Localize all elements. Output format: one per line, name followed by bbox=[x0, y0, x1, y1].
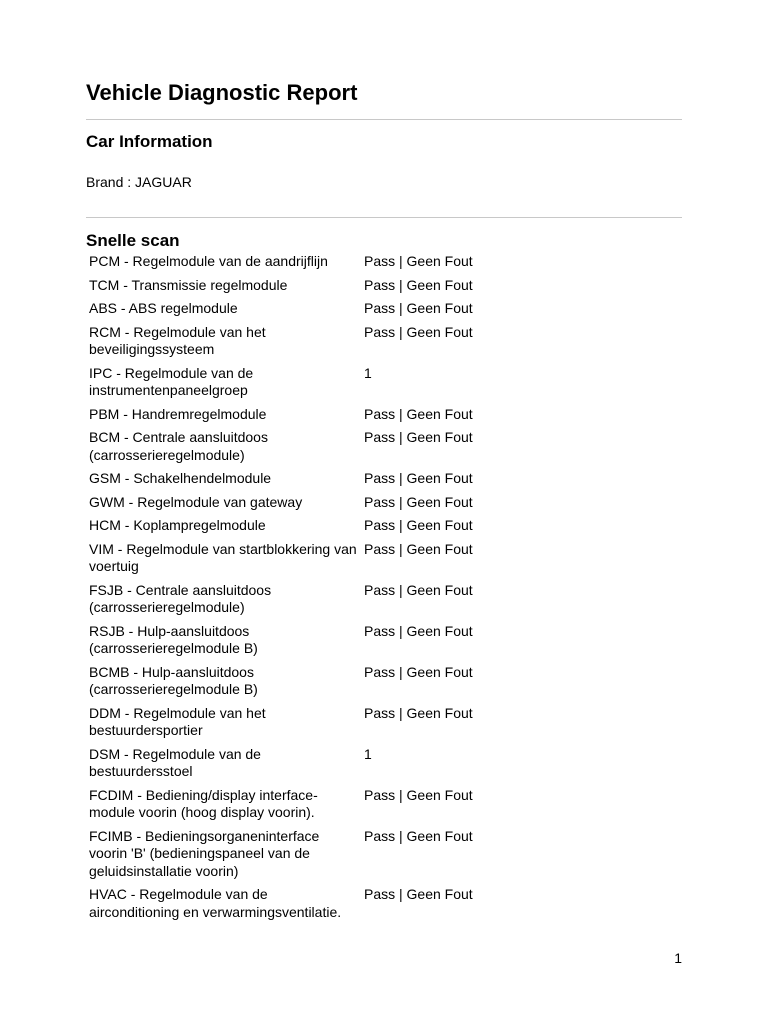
table-row bbox=[86, 541, 564, 582]
quick-scan-table bbox=[86, 253, 564, 927]
module-result: Pass | Geen Fout bbox=[364, 540, 473, 557]
module-name: RCM - Regelmodule van het beveiligingssysteem bbox=[89, 323, 266, 357]
module-result: Pass | Geen Fout bbox=[364, 405, 473, 422]
module-name: IPC - Regelmodule van de instrumentenpaneelgroep bbox=[89, 364, 254, 398]
module-result: Pass | Geen Fout bbox=[364, 704, 473, 721]
car-information-heading: Car Information bbox=[86, 132, 213, 151]
module-result: Pass | Geen Fout bbox=[364, 429, 473, 445]
table-row bbox=[86, 470, 564, 494]
module-name: PCM - Regelmodule van de aandrijflijn bbox=[89, 253, 328, 269]
module-name: DSM - Regelmodule van de bestuurdersstoel bbox=[89, 745, 261, 779]
module-result: Pass | Geen Fout bbox=[364, 622, 473, 639]
module-result: Pass | Geen Fout bbox=[364, 323, 473, 340]
quick-scan-heading: Snelle scan bbox=[86, 231, 180, 250]
module-name: FSJB - Centrale aansluitdoos (carrosserieregelmodule) bbox=[89, 581, 272, 615]
module-result: Pass | Geen Fout bbox=[364, 663, 473, 680]
module-result: Pass | Geen Fout bbox=[364, 517, 473, 533]
module-name: DDM - Regelmodule van het bestuurdersportier bbox=[89, 704, 266, 738]
table-row bbox=[86, 582, 564, 623]
divider bbox=[86, 119, 682, 120]
table-row bbox=[86, 705, 564, 746]
table-row bbox=[86, 664, 564, 705]
module-name: BCM - Centrale aansluitdoos (carrosserieregelmodule) bbox=[89, 429, 268, 463]
module-name: HCM - Koplampregelmodule bbox=[89, 517, 266, 533]
table-row bbox=[86, 253, 564, 277]
table-row bbox=[86, 746, 564, 787]
table-row bbox=[86, 828, 564, 887]
table-row bbox=[86, 787, 564, 828]
module-name: RSJB - Hulp-aansluitdoos (carrosserieregelmodule B) bbox=[89, 622, 258, 656]
module-name: VIM - Regelmodule van startblokkering van voertuig bbox=[89, 540, 357, 574]
divider bbox=[86, 217, 682, 218]
report-page bbox=[86, 0, 682, 1024]
module-result: Pass | Geen Fout bbox=[364, 300, 473, 316]
module-result: Pass | Geen Fout bbox=[364, 886, 473, 902]
table-row bbox=[86, 429, 564, 470]
module-result: Pass | Geen Fout bbox=[364, 786, 473, 803]
module-name: FCIMB - Bedieningsorganeninterface voorin 'B' (bedieningspaneel van de geluidsinstallatie voorin) bbox=[89, 827, 320, 879]
table-row bbox=[86, 324, 564, 365]
table-row bbox=[86, 517, 564, 541]
report-title: Vehicle Diagnostic Report bbox=[86, 80, 358, 105]
module-name: ABS - ABS regelmodule bbox=[89, 300, 238, 316]
module-result: Pass | Geen Fout bbox=[364, 827, 473, 844]
table-row bbox=[86, 623, 564, 664]
module-name: GSM - Schakelhendelmodule bbox=[89, 470, 272, 486]
table-row bbox=[86, 406, 564, 430]
table-row bbox=[86, 886, 564, 927]
module-result: Pass | Geen Fout bbox=[364, 470, 473, 486]
module-result: Pass | Geen Fout bbox=[364, 276, 473, 293]
module-name: FCDIM - Bediening/display interface-module voorin (hoog display voorin). bbox=[89, 786, 318, 820]
table-row bbox=[86, 365, 564, 406]
module-result: Pass | Geen Fout bbox=[364, 253, 473, 269]
module-result: Pass | Geen Fout bbox=[364, 581, 473, 598]
brand-line: Brand : JAGUAR bbox=[86, 174, 192, 190]
module-result: 1 bbox=[364, 364, 372, 381]
table-row bbox=[86, 277, 564, 301]
module-name: PBM - Handremregelmodule bbox=[89, 405, 267, 422]
module-name: HVAC - Regelmodule van de airconditioning en verwarmingsventilatie. bbox=[89, 886, 342, 920]
module-name: BCMB - Hulp-aansluitdoos (carrosserieregelmodule B) bbox=[89, 663, 258, 697]
table-row bbox=[86, 300, 564, 324]
page-number: 1 bbox=[674, 950, 682, 966]
module-result: 1 bbox=[364, 745, 372, 762]
module-name: TCM - Transmissie regelmodule bbox=[89, 276, 288, 293]
table-row bbox=[86, 494, 564, 518]
module-name: GWM - Regelmodule van gateway bbox=[89, 493, 303, 510]
module-result: Pass | Geen Fout bbox=[364, 493, 473, 510]
